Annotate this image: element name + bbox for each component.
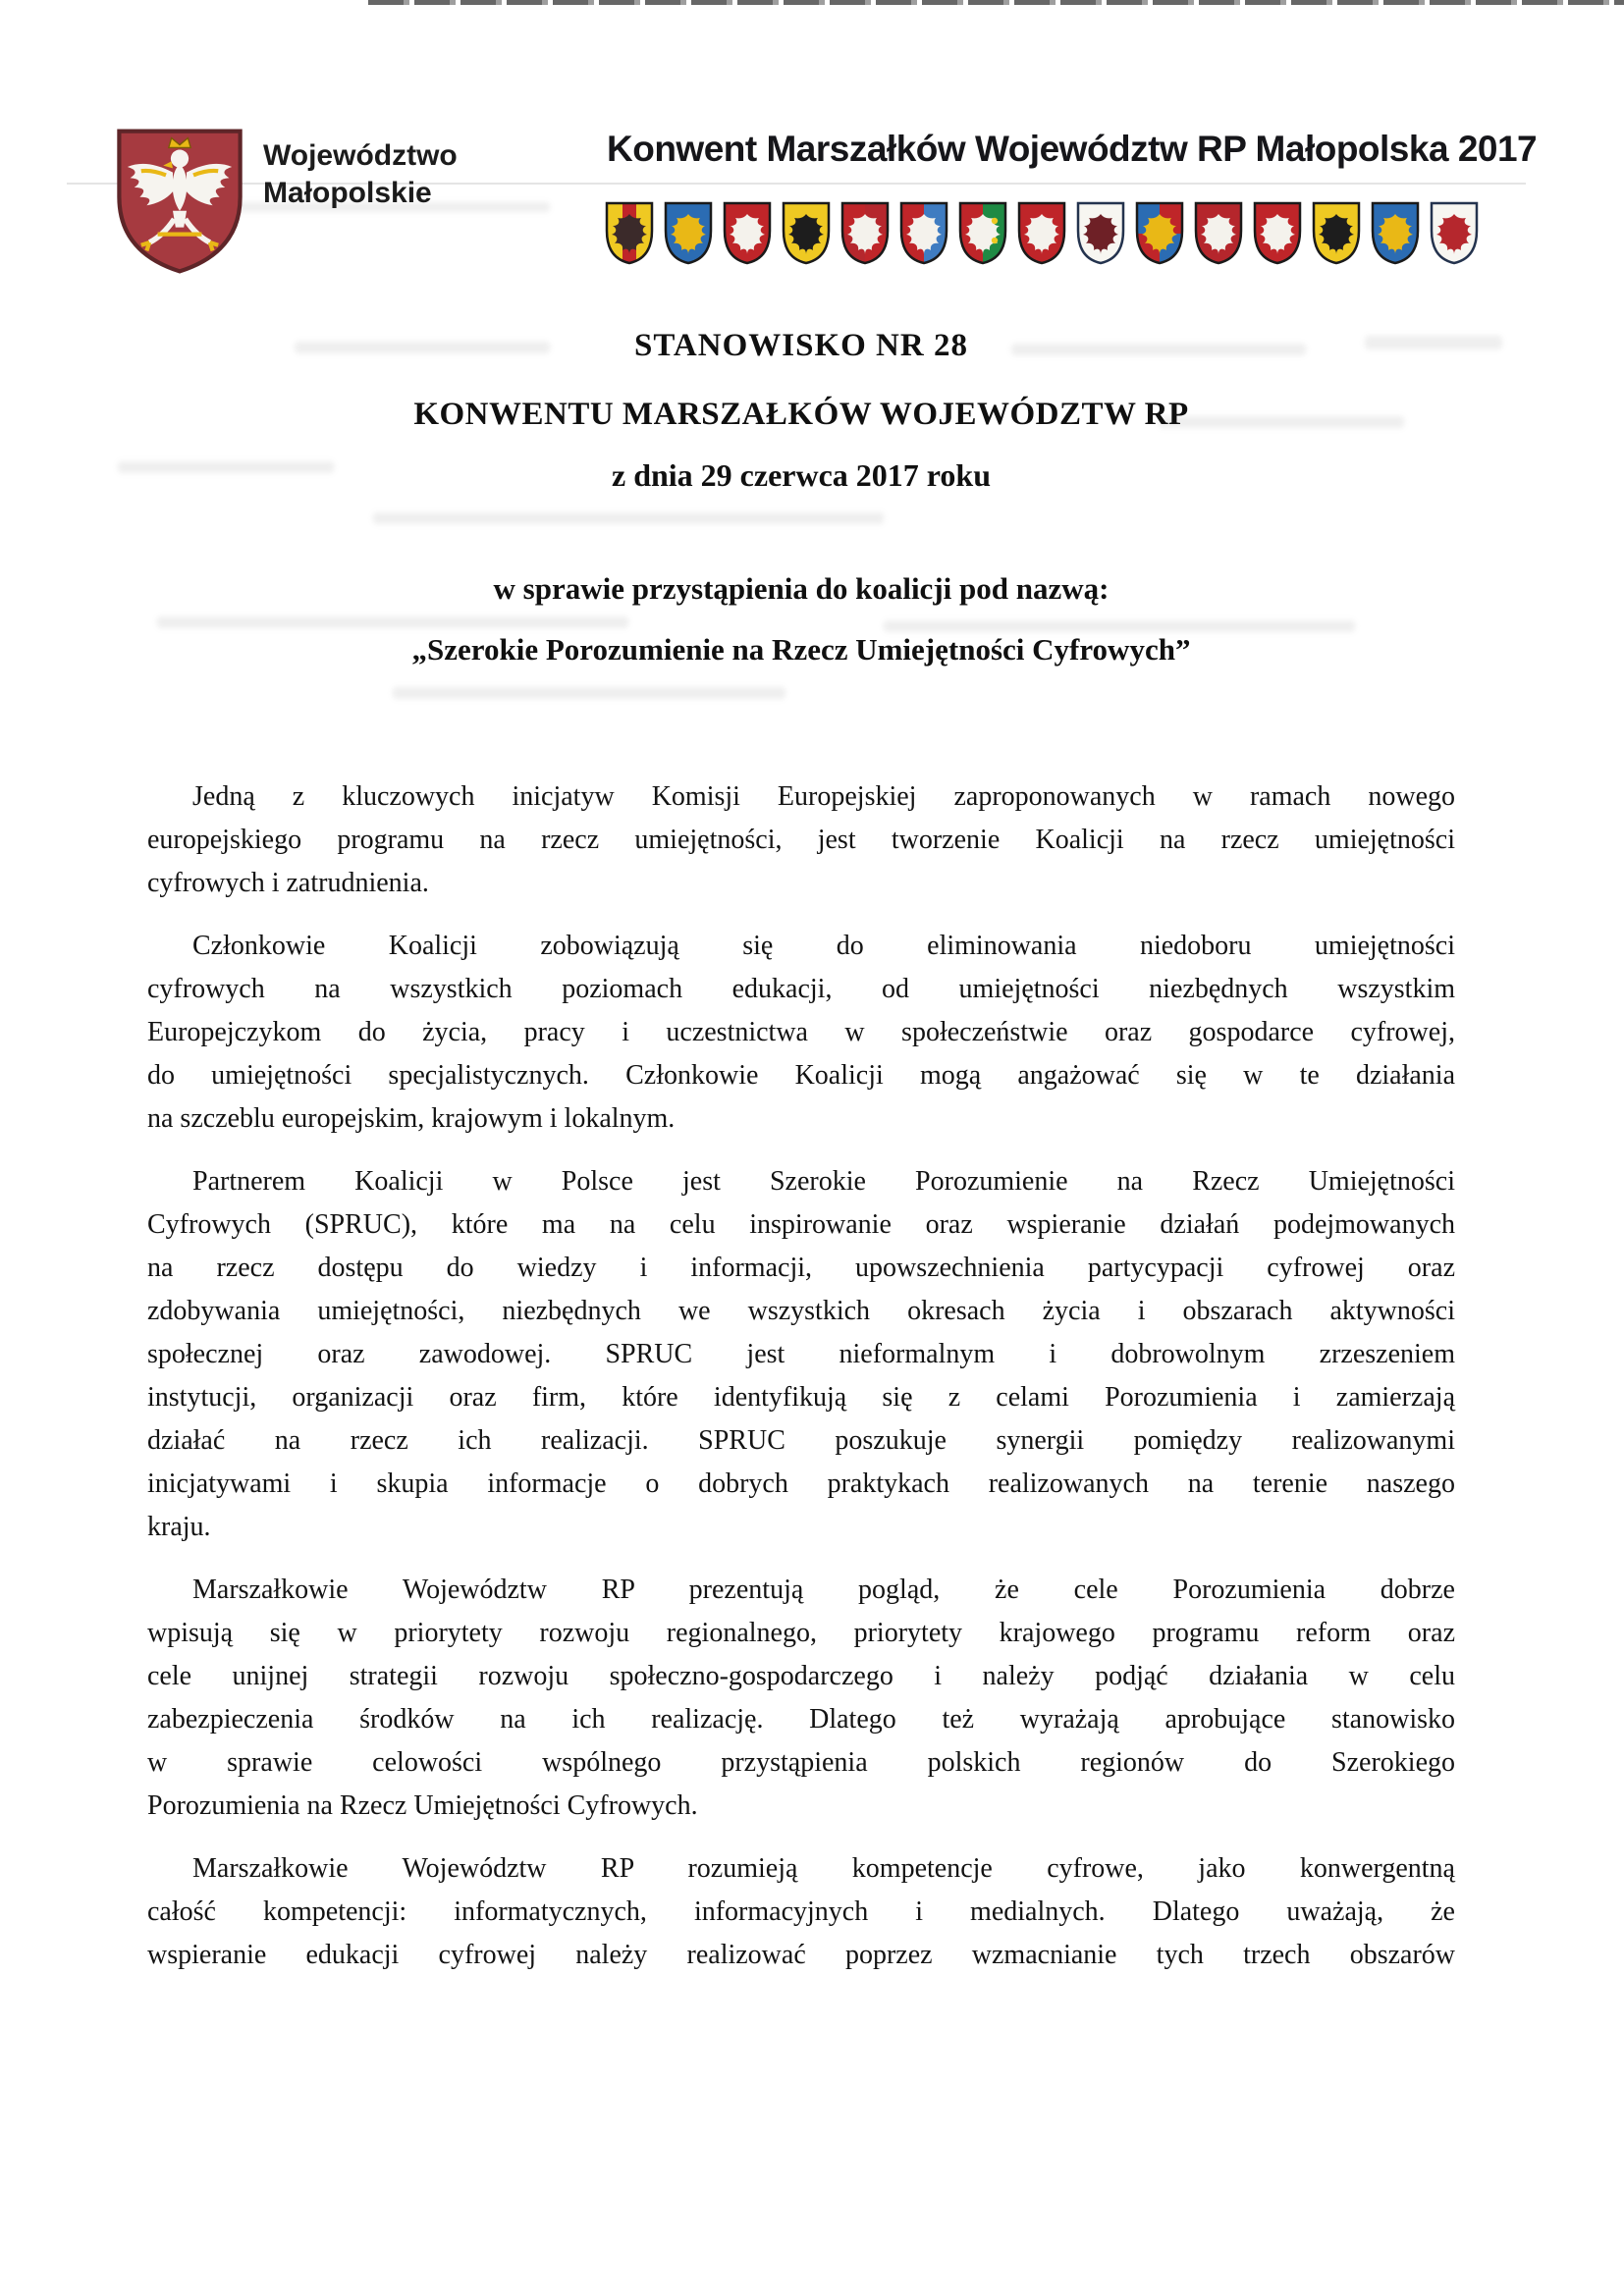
text-line: Marszałkowie Województw RP rozumieją kompetencje cyfrowe, jako konwergentną (192, 1853, 1455, 1884)
bleedthrough-artifact (373, 512, 884, 524)
paragraph (147, 1160, 1455, 1549)
text-line: inicjatywami i skupia informacje o dobrych praktykach realizowanych na terenie naszego (147, 1468, 1455, 1499)
text-line: zdobywania umiejętności, niezbędnych we wszystkich okresach życia i obszarach aktywności (147, 1296, 1455, 1326)
voivodeship-shield-icon (1371, 201, 1420, 266)
text-line: Partnerem Koalicji w Polsce jest Szerokie Porozumienie na Rzecz Umiejętności (192, 1166, 1455, 1197)
text-line: w sprawie celowości wspólnego przystąpienia polskich regionów do Szerokiego (147, 1747, 1455, 1778)
text-line: na szczeblu europejskim, krajowym i lokalnym. (147, 1103, 676, 1134)
subject-line-2: „Szerokie Porozumienie na Rzecz Umiejętności Cyfrowych” (411, 632, 1191, 667)
voivodeship-shield-icon (605, 201, 654, 266)
text-line: cyfrowych i zatrudnienia. (147, 868, 429, 898)
scan-edge-artifact (368, 0, 1624, 5)
paragraph (147, 925, 1455, 1141)
paragraph (147, 775, 1455, 905)
voivodeship-shield-icon (723, 201, 772, 266)
voivodeship-shield-icon (899, 201, 948, 266)
subject-line-1: w sprawie przystąpienia do koalicji pod nazwą: (493, 571, 1110, 606)
bleedthrough-artifact (393, 687, 785, 699)
org-name-line1: Województwo (263, 139, 458, 172)
text-line: zabezpieczenia środków na ich realizację. Dlatego też wyrażają aprobujące stanowisko (147, 1704, 1455, 1735)
text-line: Cyfrowych (SPRUC), które ma na celu inspirowanie oraz wspieranie działań podejmowanych (147, 1209, 1455, 1240)
text-line: kraju. (147, 1512, 211, 1542)
text-line: Porozumienia na Rzecz Umiejętności Cyfrowych. (147, 1790, 698, 1821)
text-line: do umiejętności specjalistycznych. Członkowie Koalicji mogą angażować się w te działania (147, 1060, 1455, 1091)
voivodeship-shield-icon (1194, 201, 1243, 266)
voivodeship-shield-icon (1017, 201, 1066, 266)
voivodeship-shield-icon (1135, 201, 1184, 266)
paragraph (147, 1569, 1455, 1828)
text-line: na rzecz dostępu do wiedzy i informacji, upowszechnienia partycypacji cyfrowej oraz (147, 1253, 1455, 1283)
voivodeship-shield-icon (1076, 201, 1125, 266)
text-line: europejskiego programu na rzecz umiejętności, jest tworzenie Koalicji na rzecz umiejętności (147, 825, 1455, 855)
text-line: Europejczykom do życia, pracy i uczestnictwa w społeczeństwie oraz gospodarce cyfrowej, (147, 1017, 1455, 1047)
banner-title: Konwent Marszałków Województw RP Małopolska 2017 (607, 129, 1538, 169)
text-line: Marszałkowie Województw RP prezentują pogląd, że cele Porozumienia dobrze (192, 1575, 1455, 1605)
text-line: całość kompetencji: informatycznych, informacyjnych i medialnych. Dlatego uważają, że (147, 1896, 1455, 1927)
text-line: wpisują się w priorytety rozwoju regionalnego, priorytety krajowego programu reform oraz (147, 1618, 1455, 1648)
text-line: cyfrowych na wszystkich poziomach edukacji, od umiejętności niezbędnych wszystkim (147, 974, 1455, 1004)
voivodeship-shield-icon (782, 201, 831, 266)
document-date: z dnia 29 czerwca 2017 roku (611, 457, 992, 493)
voivodeship-shields-row (605, 201, 1503, 270)
voivodeship-shield-icon (1430, 201, 1479, 266)
text-line: działać na rzecz ich realizacji. SPRUC poszukuje synergii pomiędzy realizowanymi (147, 1425, 1455, 1456)
org-name (263, 137, 458, 212)
voivodeship-shield-icon (1253, 201, 1302, 266)
voivodeship-shield-icon (840, 201, 890, 266)
text-line: Członkowie Koalicji zobowiązują się do eliminowania niedoboru umiejętności (192, 931, 1455, 961)
text-line: cele unijnej strategii rozwoju społeczno-gospodarczego i należy podjąć działania w celu (147, 1661, 1455, 1691)
text-line: instytucji, organizacji oraz firm, które identyfikują się z celami Porozumienia i zamierzają (147, 1382, 1455, 1413)
bleedthrough-artifact (157, 616, 628, 628)
text-line: Jedną z kluczowych inicjatyw Komisji Europejskiej zaproponowanych w ramach nowego (192, 781, 1455, 812)
document-body (147, 775, 1455, 1977)
document-subtitle: KONWENTU MARSZAŁKÓW WOJEWÓDZTW RP (413, 397, 1189, 432)
bleedthrough-artifact (884, 620, 1355, 632)
malopolskie-eagle-crest-icon (111, 126, 248, 277)
text-line: społecznej oraz zawodowej. SPRUC jest nieformalnym i dobrowolnym zrzeszeniem (147, 1339, 1455, 1369)
voivodeship-shield-icon (664, 201, 713, 266)
org-name-line2: Małopolskie (263, 177, 432, 209)
voivodeship-shield-icon (958, 201, 1007, 266)
paragraph (147, 1847, 1455, 1977)
document-title: STANOWISKO NR 28 (634, 328, 968, 363)
text-line: wspieranie edukacji cyfrowej należy realizować poprzez wzmacnianie tych trzech obszarów (147, 1940, 1455, 1970)
voivodeship-shield-icon (1312, 201, 1361, 266)
